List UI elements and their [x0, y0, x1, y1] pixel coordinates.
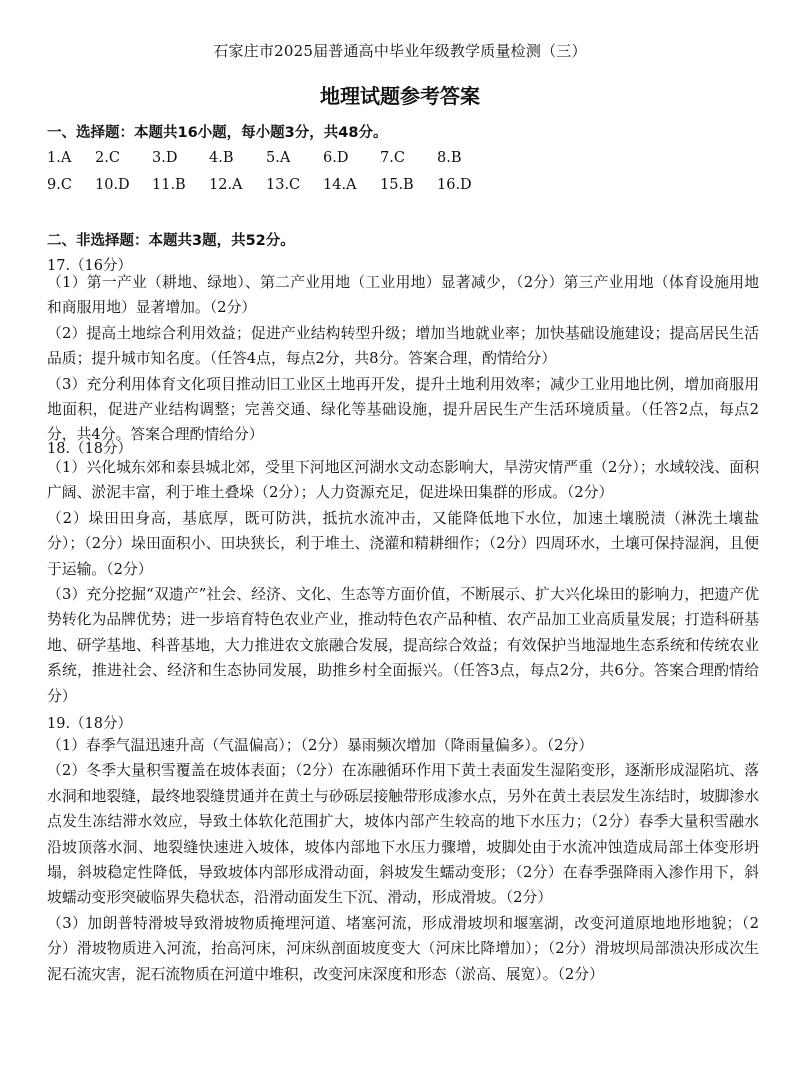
q18-part-3: （3）充分挖掘“双遗产”社会、经济、文化、生态等方面价值，不断展示、扩大兴化垛田的影响力，把遗产优势转化为品牌优势；进一步培育特色农业产业，推动特色农产品种植、农产品加工业高质量发展；打造科研基地、研学基地、科普基地，大力推进农文旅融合发展，提高综合效益；有效保护当地湿地生态系统和传统农业系统，推进社会、经济和生态协同发展，助推乡村全面振兴。（任答3点，每点2分，共6分。答案合理酌情给分）	[47, 586, 759, 705]
answers-row-1	[47, 150, 462, 166]
answer-item: 15.B	[380, 177, 414, 193]
answers-row-2	[47, 177, 472, 193]
answer-item: 16.D	[437, 177, 472, 193]
exam-header: 石家庄市2025届普通高中毕业年级教学质量检测（三）	[213, 42, 587, 60]
answer-item: 4.B	[209, 150, 234, 166]
answer-item: 8.B	[437, 150, 462, 166]
q19-part-2: （2）冬季大量积雪覆盖在坡体表面；（2分）在冻融循环作用下黄土表面发生湿陷变形，逐渐形成湿陷坑、落水洞和地裂缝，最终地裂缝贯通并在黄土与砂砾层接触带形成渗水点，另外在黄土表层发生冻结时，坡脚渗水点发生冻结滞水效应，导致土体软化范围扩大，坡体内部产生较高的地下水压力；（2分）春季大量积雪融水沿坡顶落水洞、地裂缝快速进入坡体，坡体内部地下水压力骤增，坡脚处由于水流冲蚀造成局部土体变形坍塌，斜坡稳定性降低，导致坡体内部形成滑动面，斜坡发生蠕动变形；（2分）在春季强降雨入渗作用下，斜坡蠕动变形突破临界失稳状态，沿滑动面发生下沉、滑动，形成滑坡。（2分）	[47, 762, 759, 907]
page-title: 地理试题参考答案	[320, 84, 480, 108]
q18-part-1: （1）兴化城东郊和泰县城北郊，受里下河地区河湖水文动态影响大，旱涝灾情严重（2分）；水域较浅、面积广阔、淤泥丰富，利于堆土叠垛（2分）；人力资源充足，促进垛田集群的形成。（2分）	[47, 459, 759, 502]
answer-item: 11.B	[152, 177, 186, 193]
section-1-heading: 一、选择题：本题共16小题，每小题3分，共48分。	[47, 125, 388, 141]
answer-item: 3.D	[152, 150, 178, 166]
answer-item: 13.C	[266, 177, 301, 193]
answer-item: 12.A	[209, 177, 243, 193]
question-17-label: 17.（16分）	[47, 258, 133, 274]
answer-item: 9.C	[47, 177, 72, 193]
q17-part-1: （1）第一产业（耕地、绿地）、第二产业用地（工业用地）显著减少，（2分）第三产业用地（体育设施用地和商服用地）显著增加。（2分）	[47, 274, 759, 317]
question-19-answers	[47, 733, 759, 987]
question-17-answers	[47, 270, 759, 448]
q18-part-2: （2）垛田田身高，基底厚，既可防洪，抵抗水流冲击，又能降低地下水位，加速土壤脱渍（淋洗土壤盐分）；（2分）垛田面积小、田块狭长，利于堆土、浇灌和精耕细作；（2分）四周环水，土壤可保持湿润，且便于运输。（2分）	[47, 509, 759, 578]
q19-part-1: （1）春季气温迅速升高（气温偏高）；（2分）暴雨频次增加（降雨量偏多）。（2分）	[47, 737, 594, 754]
answer-item: 5.A	[266, 150, 291, 166]
q17-part-3: （3）充分利用体育文化项目推动旧工业区土地再开发，提升土地利用效率；减少工业用地比例，增加商服用地面积，促进产业结构调整；完善交通、绿化等基础设施，提升居民生产生活环境质量。（任答2点，每点2分，共4分。答案合理酌情给分）	[47, 375, 759, 444]
answer-item: 1.A	[47, 150, 72, 166]
question-18-answers	[47, 455, 759, 709]
answer-item: 10.D	[95, 177, 130, 193]
answer-item: 7.C	[380, 150, 405, 166]
answer-item: 6.D	[323, 150, 349, 166]
answer-item: 14.A	[323, 177, 357, 193]
question-19-label: 19.（18分）	[47, 716, 133, 732]
question-18-label: 18.（18分）	[47, 441, 133, 457]
section-2-heading: 二、非选择题：本题共3题，共52分。	[47, 233, 295, 249]
q19-part-3: （3）加朗普特滑坡导致滑坡物质掩埋河道、堵塞河流，形成滑坡坝和堰塞湖，改变河道原地地形地貌；（2分）滑坡物质进入河流，抬高河床，河床纵剖面坡度变大（河床比降增加）；（2分）滑坡坝局部溃决形成次生泥石流灾害，泥石流物质在河道中堆积，改变河床深度和形态（淤高、展宽）。（2分）	[47, 914, 759, 983]
q17-part-2: （2）提高土地综合利用效益；促进产业结构转型升级；增加当地就业率；加快基础设施建设；提高居民生活品质；提升城市知名度。（任答4点，每点2分，共8分。答案合理，酌情给分）	[47, 324, 759, 368]
answer-item: 2.C	[95, 150, 120, 166]
